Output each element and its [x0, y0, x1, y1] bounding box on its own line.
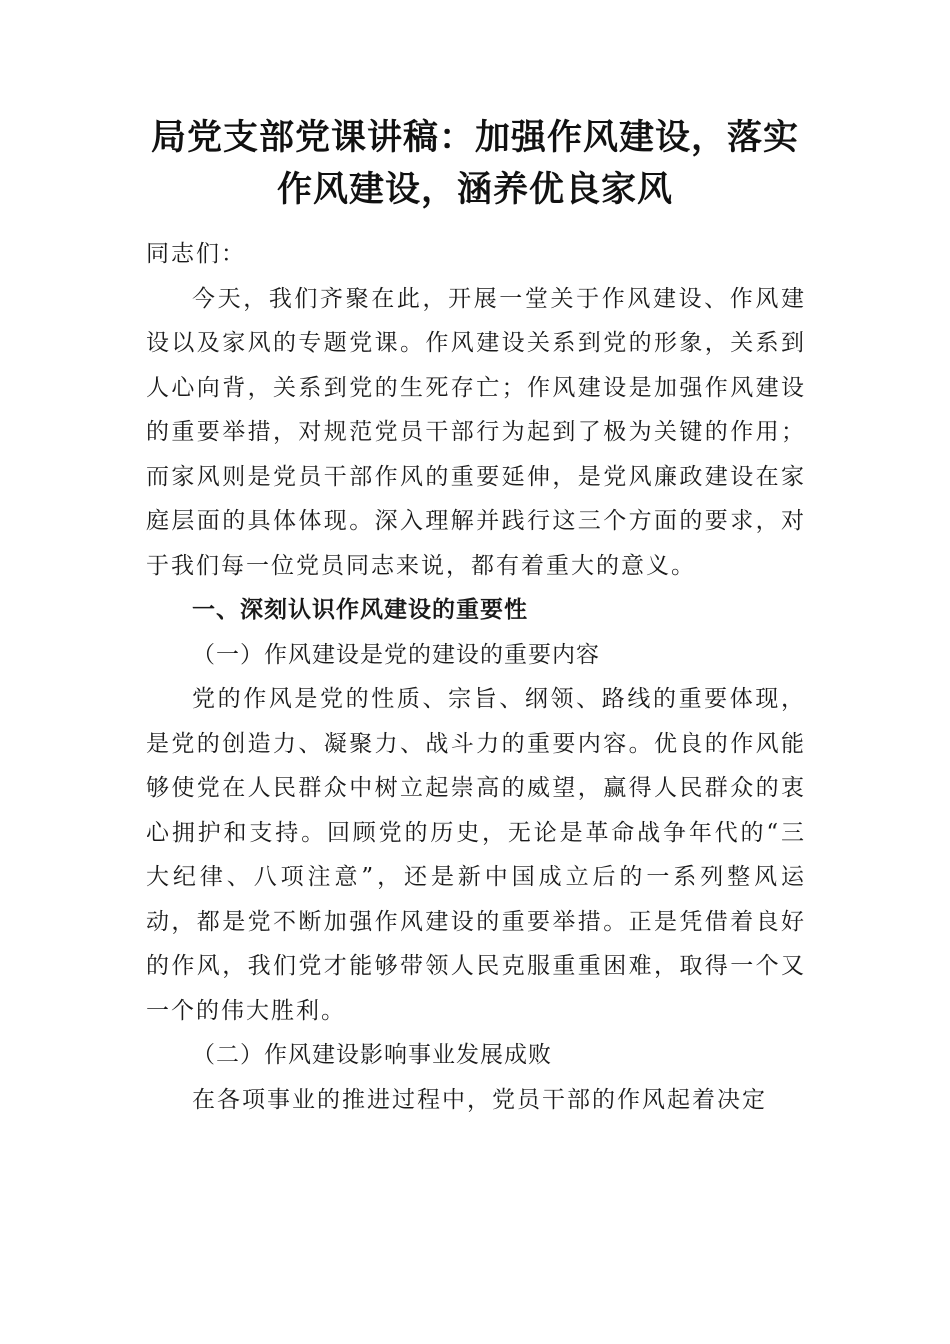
subsection-2-paragraph: 在各项事业的推进过程中，党员干部的作风起着决定: [192, 1086, 767, 1113]
document-title: [140, 112, 810, 216]
title-line-1: 局党支部党课讲稿：加强作风建设，落实: [150, 117, 799, 158]
document-body: [146, 232, 806, 1122]
subsection-1-paragraph: 党的作风是党的性质、宗旨、纲领、路线的重要体现，是党的创造力、凝聚力、战斗力的重要内容。优良的作风能够使党在人民群众中树立起崇高的威望，赢得人民群众的衷心拥护和支持。回顾党的历史，无论是革命战争年代的“三大纪律、八项注意”，还是新中国成立后的一系列整风运动，都是党不断加强作风建设的重要举措。正是凭借着良好的作风，我们党才能够带领人民克服重重困难，取得一个又一个的伟大胜利。: [146, 686, 806, 1024]
salutation: 同志们：: [146, 241, 246, 267]
section-1-heading: 一、深刻认识作风建设的重要性: [192, 597, 528, 623]
intro-paragraph: 今天，我们齐聚在此，开展一堂关于作风建设、作风建设以及家风的专题党课。作风建设关系到党的形象，关系到人心向背，关系到党的生死存亡；作风建设是加强作风建设的重要举措，对规范党员干部行为起到了极为关键的作用；而家风则是党员干部作风的重要延伸，是党风廉政建设在家庭层面的具体体现。深入理解并践行这三个方面的要求，对于我们每一位党员同志来说，都有着重大的意义。: [146, 285, 806, 579]
title-line-2: 作风建设，涵养优良家风: [276, 169, 673, 210]
subsection-2-heading: （二）作风建设影响事业发展成败: [192, 1042, 552, 1068]
subsection-1-heading: （一）作风建设是党的建设的重要内容: [192, 641, 600, 668]
